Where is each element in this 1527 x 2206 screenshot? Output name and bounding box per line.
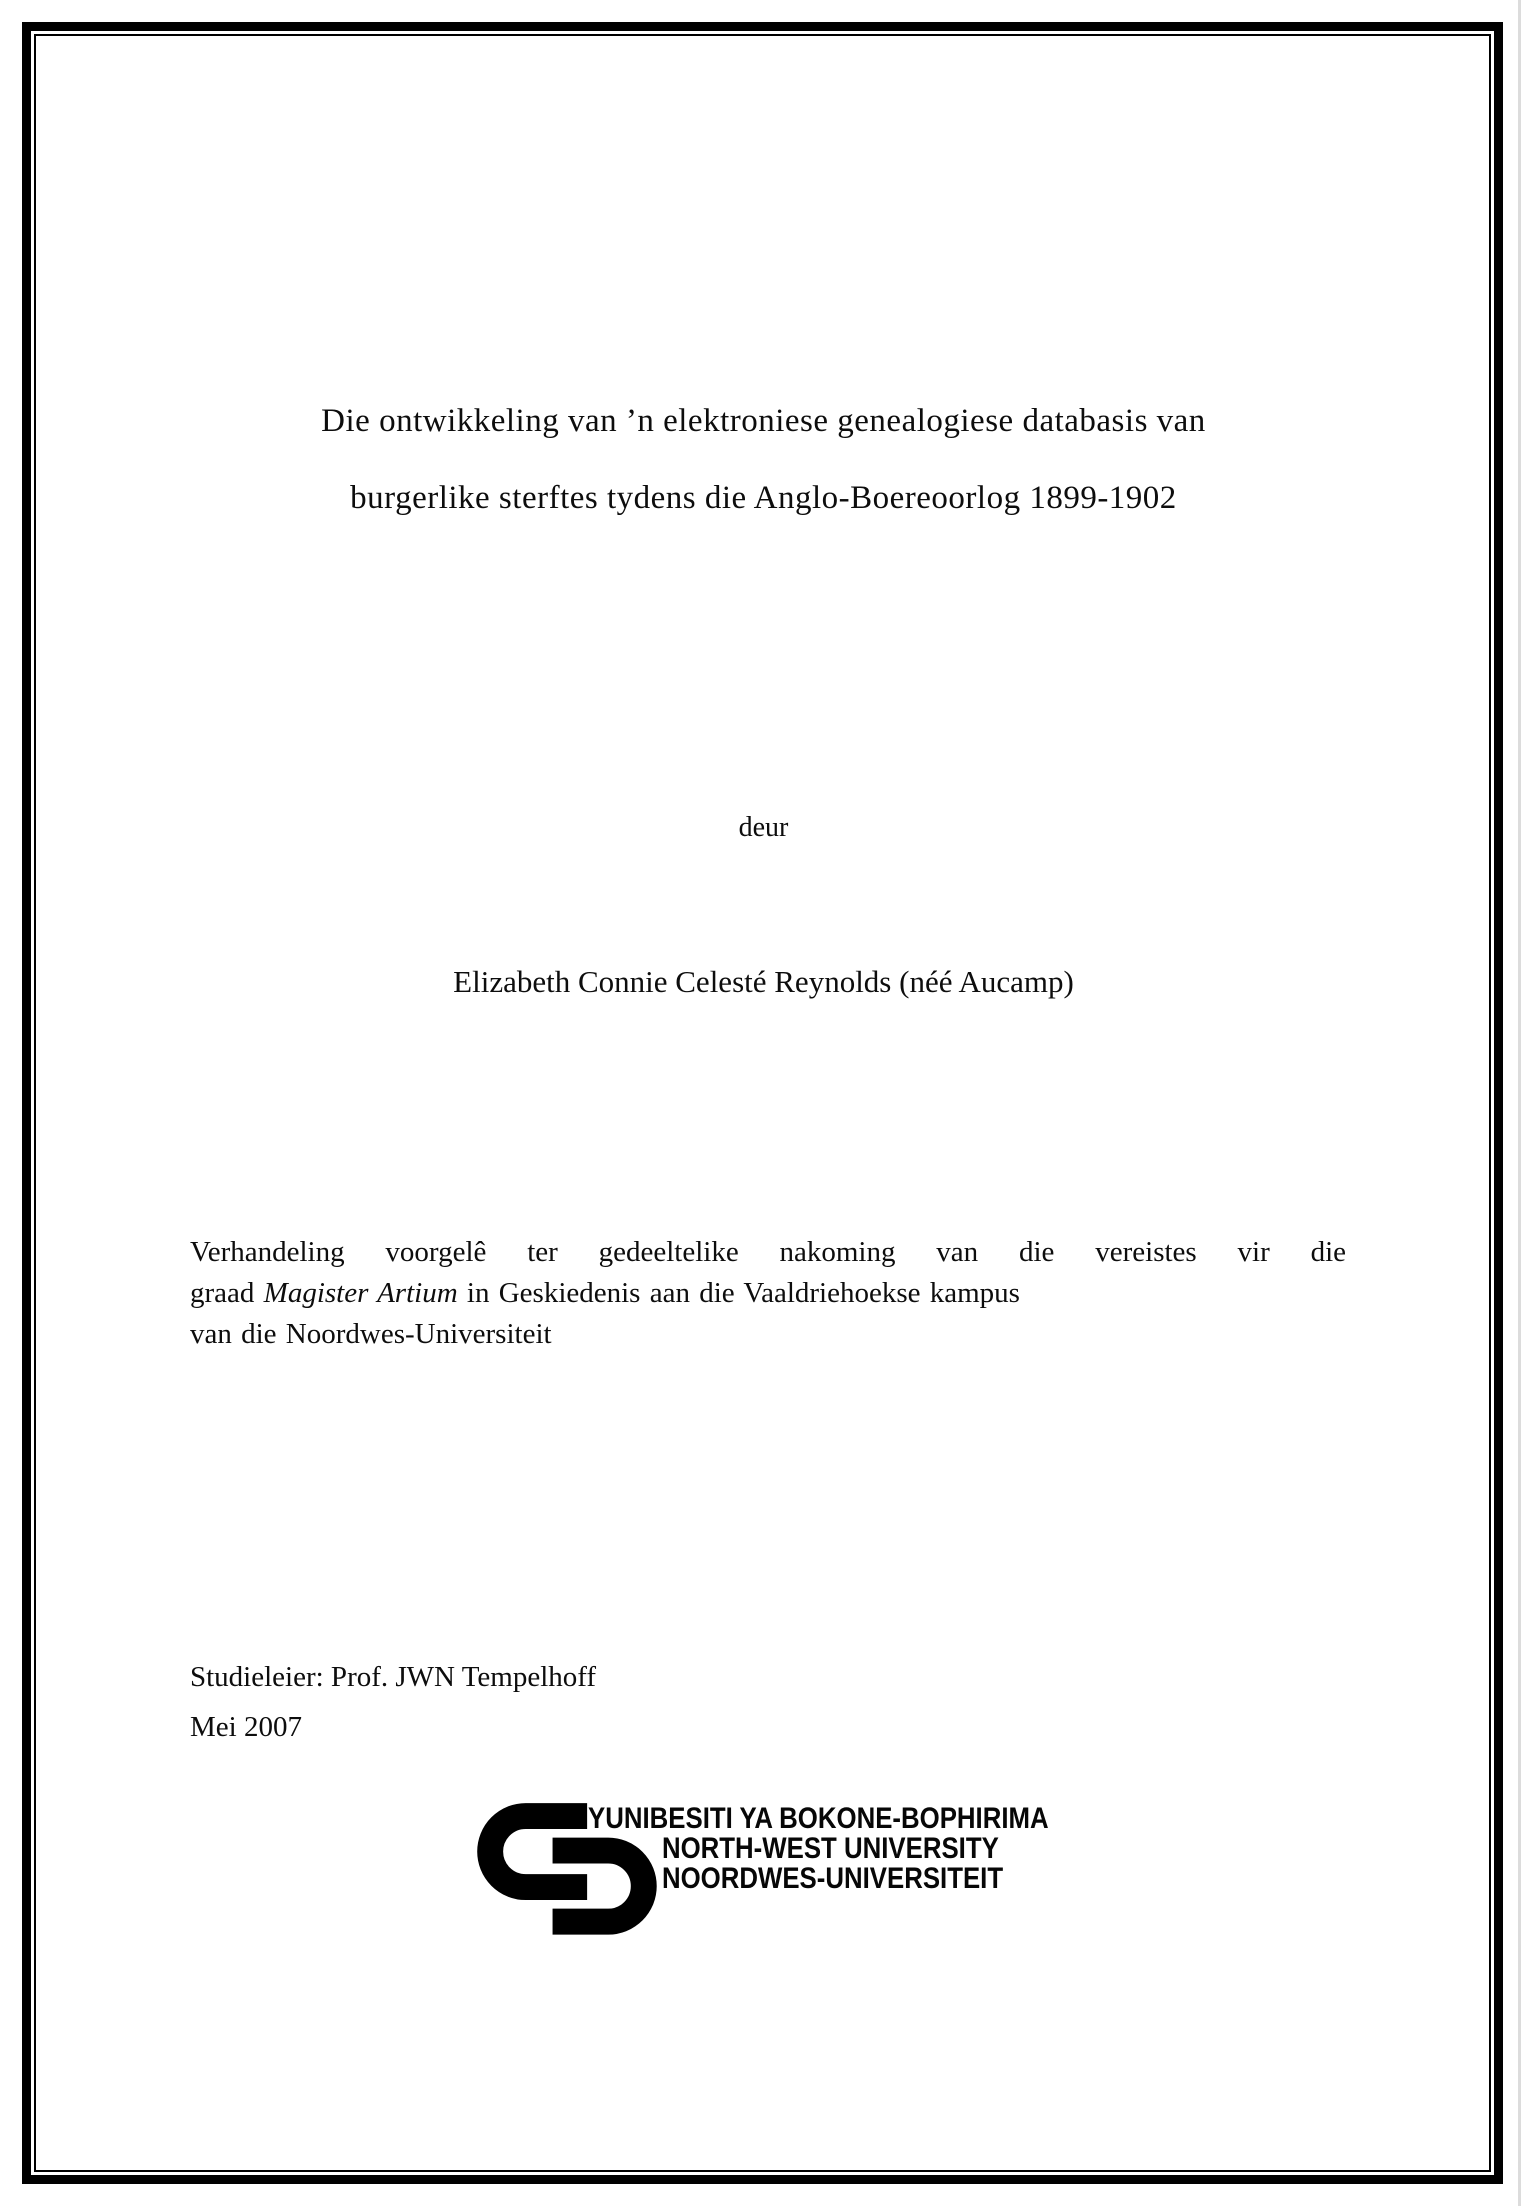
date-line: Mei 2007 bbox=[190, 1711, 302, 1743]
submission-statement-line-2 bbox=[190, 1273, 1346, 1314]
byline-deur: deur bbox=[738, 812, 789, 843]
thesis-title-line-2: burgerlike sterftes tydens die Anglo-Boereoorlog 1899-1902 bbox=[350, 480, 1177, 516]
scan-edge-artifact bbox=[1518, 0, 1521, 2206]
submission-statement-line-3: van die Noordwes-Universiteit bbox=[190, 1318, 552, 1350]
thesis-title-line-1: Die ontwikkeling van ’n elektroniese genealogiese databasis van bbox=[321, 403, 1206, 439]
university-logo-text bbox=[588, 1804, 1049, 1894]
logo-text-line-3: NOORDWES-UNIVERSITEIT bbox=[661, 1862, 1004, 1895]
supervisor-block bbox=[190, 1652, 596, 1752]
submission-statement-line-1: Verhandeling voorgelê ter gedeeltelike nakoming van die vereistes vir die bbox=[190, 1236, 1346, 1268]
submission-line-2-suffix: in Geskiedenis aan die Vaaldriehoekse kampus bbox=[457, 1277, 1020, 1309]
thesis-title bbox=[80, 399, 1447, 521]
submission-line-2-prefix: graad bbox=[190, 1277, 264, 1309]
degree-name-italic: Magister Artium bbox=[263, 1277, 458, 1309]
logo-text-line-2: NORTH-WEST UNIVERSITY bbox=[661, 1832, 999, 1865]
submission-statement bbox=[190, 1232, 1346, 1355]
supervisor-line: Studieleier: Prof. JWN Tempelhoff bbox=[190, 1661, 597, 1693]
author-name: Elizabeth Connie Celesté Reynolds (néé Aucamp) bbox=[453, 964, 1074, 999]
university-logo bbox=[470, 1793, 1090, 1953]
logo-text-line-1: YUNIBESITI YA BOKONE-BOPHIRIMA bbox=[588, 1802, 1049, 1835]
